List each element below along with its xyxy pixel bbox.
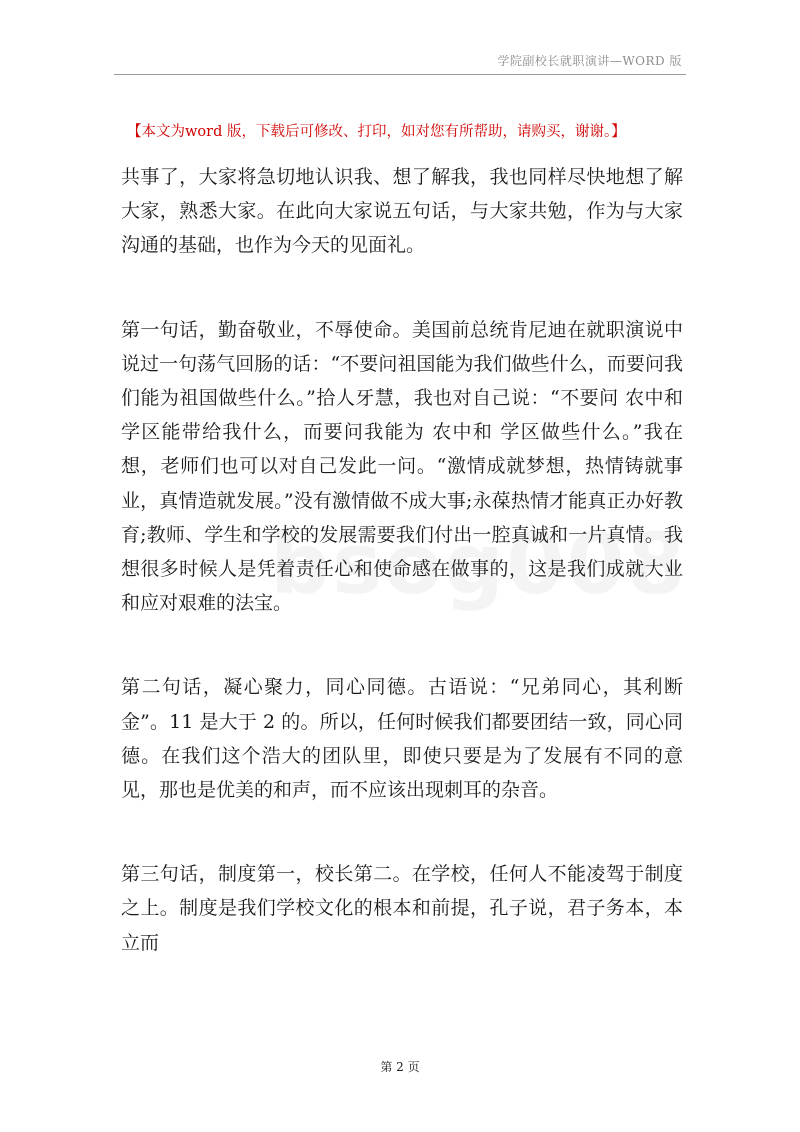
paragraph-first-saying: 第一句话，勤奋敬业，不辱使命。美国前总统肯尼迪在就职演说中说过一句荡气回肠的话：“不要问祖国能为我们做些什么，而要问我们能为祖国做些什么。”拾人牙慧，我也对自己说：“不要问 农中和 学区能带给我什么，而要问我能为 农中和 学区做些什么。”我在想，老师们也可以对自己发此一问。“激情成就梦想，热情铸就事业，真情造就发展。”没有激情做不成大事;永葆热情才能真正办好教育;教师、学生和学校的发展需要我们付出一腔真诚和一片真情。我想很多时候人是凭着责任心和使命感在做事的，这是我们成就大业和应对艰难的法宝。	[121, 318, 683, 615]
page-number: 第 2 页	[380, 1060, 420, 1074]
document-body	[121, 160, 683, 1010]
paragraph-intro: 共事了，大家将急切地认识我、想了解我，我也同样尽快地想了解大家，熟悉大家。在此向大家说五句话，与大家共勉，作为与大家沟通的基础，也作为今天的见面礼。	[121, 166, 683, 257]
paragraph-second-saying: 第二句话，凝心聚力，同心同德。古语说：“兄弟同心，其利断金”。11 是大于 2 的。所以，任何时候我们都要团结一致，同心同德。在我们这个浩大的团队里，即使只要是为了发展有不同的意见，那也是优美的和声，而不应该出现刺耳的杂音。	[121, 676, 683, 802]
header-divider	[114, 74, 686, 75]
paragraph-third-saying: 第三句话，制度第一，校长第二。在学校，任何人不能凌驾于制度之上。制度是我们学校文化的根本和前提，孔子说，君子务本，本立而	[121, 863, 683, 954]
document-header-title: 学院副校长就职演讲—WORD 版	[497, 54, 682, 68]
download-notice: 【本文为word 版，下载后可修改、打印，如对您有所帮助，请购买，谢谢。】	[127, 124, 626, 140]
